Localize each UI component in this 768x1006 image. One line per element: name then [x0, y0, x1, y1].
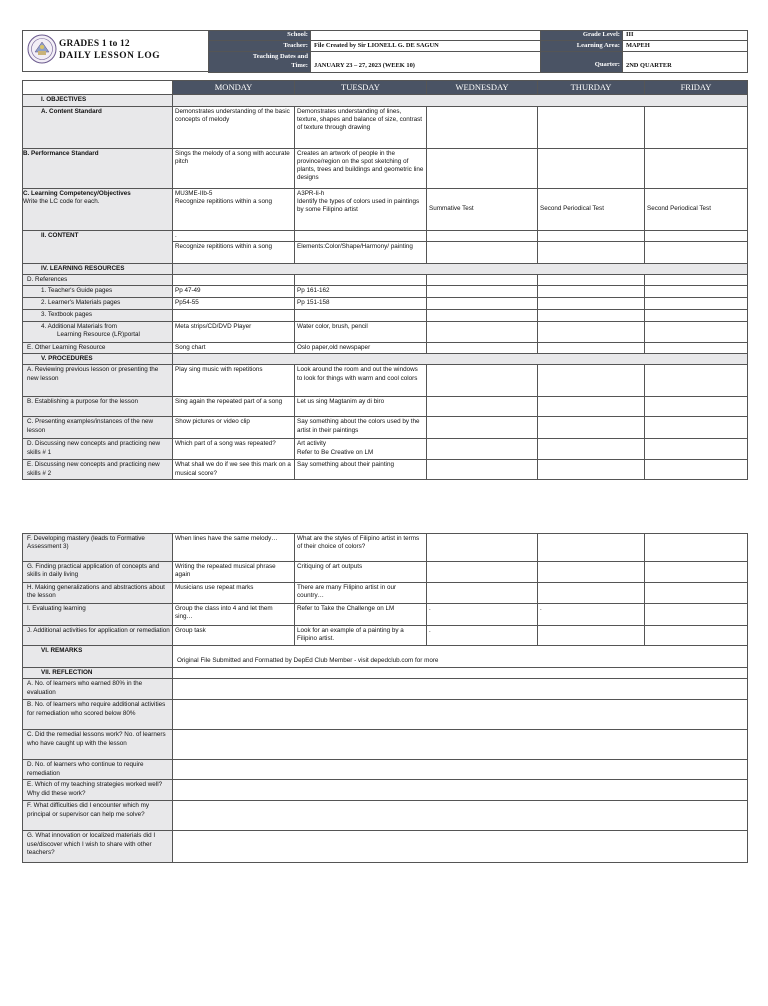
teachers-guide-tuesday: Pp 161-162 — [295, 286, 427, 298]
learning-resources-fill — [173, 263, 748, 274]
textbook-pages-friday — [645, 310, 748, 321]
grade-level-label: Grade Level: — [541, 31, 623, 41]
content-tuesday: Elements:Color/Shape/Harmony/ painting — [295, 241, 427, 263]
header-logo-area — [22, 30, 208, 72]
competency-label-line1: C. Learning Competency/Objectives — [23, 189, 131, 197]
procedure-c-thursday — [538, 417, 645, 439]
procedure-j-monday: Group task — [173, 626, 295, 646]
procedure-a-wednesday — [427, 365, 538, 397]
additional-materials-monday: Meta strips/CD/DVD Player — [173, 321, 295, 342]
procedure-e-monday: What shall we do if we see this mark on a musical score? — [173, 460, 295, 480]
teachers-guide-label: 1. Teacher's Guide pages — [23, 286, 173, 298]
procedure-j-tuesday: Look for an example of a painting by a Filipino artist. — [295, 626, 427, 646]
procedure-b-tuesday: Let us sing Magtanim ay di biro — [295, 397, 427, 417]
form-title-line2: DAILY LESSON LOG — [59, 51, 161, 61]
corner-cell — [23, 81, 173, 95]
additional-materials-friday — [645, 321, 748, 342]
other-resources-thursday — [538, 342, 645, 353]
textbook-pages-wednesday — [427, 310, 538, 321]
reflection-f-label: F. What difficulties did I encounter which my principal or supervisor can help me solve? — [23, 801, 173, 831]
content-blank-thursday — [538, 230, 645, 241]
procedure-h-monday: Musicians use repeat marks — [173, 583, 295, 604]
procedure-c-tuesday: Say something about the colors used by the artist in their paintings — [295, 417, 427, 439]
learners-materials-friday — [645, 298, 748, 310]
procedure-g-thursday — [538, 562, 645, 583]
references-monday — [173, 275, 295, 286]
teaching-dates-label-line2: Time: — [291, 62, 308, 69]
other-resources-tuesday: Oslo paper,old newspaper — [295, 342, 427, 353]
references-wednesday — [427, 275, 538, 286]
reflection-fill — [173, 668, 748, 679]
procedure-g-tuesday: Critiquing of art outputs — [295, 562, 427, 583]
procedures-heading: V. PROCEDURES — [23, 354, 173, 365]
procedure-f-tuesday: What are the styles of Filipino artist in terms of their choice of colors? — [295, 534, 427, 562]
procedure-b-friday — [645, 397, 748, 417]
procedure-c-monday: Show pictures or video clip — [173, 417, 295, 439]
competency-tuesday-text: Identify the types of colors used in paintings by some Filipino artist — [297, 197, 420, 214]
procedure-f-monday: When lines have the same melody… — [173, 534, 295, 562]
content-standard-friday — [645, 106, 748, 148]
procedure-d-friday — [645, 439, 748, 460]
learning-resources-heading: IV. LEARNING RESOURCES — [23, 263, 173, 274]
reflection-b-label: B. No. of learners who require additional activities for remediation who scored below 80% — [23, 700, 173, 730]
procedure-h-friday — [645, 583, 748, 604]
procedure-j-friday — [645, 626, 748, 646]
teacher-label: Teacher: — [209, 41, 311, 52]
procedure-g-monday: Writing the repeated musical phrase again — [173, 562, 295, 583]
procedure-a-tuesday: Look around the room and out the windows to look for things with warm and cool colors — [295, 365, 427, 397]
day-header-tuesday: TUESDAY — [295, 81, 427, 95]
textbook-pages-monday — [173, 310, 295, 321]
procedure-g-label: G. Finding practical application of concepts and skills in daily living — [23, 562, 173, 583]
procedure-h-thursday — [538, 583, 645, 604]
content-thursday — [538, 241, 645, 263]
textbook-pages-tuesday — [295, 310, 427, 321]
grade-level-value: III — [623, 31, 748, 41]
procedure-h-tuesday: There are many Filipino artist in our country… — [295, 583, 427, 604]
teacher-value: File Created by Sir LIONELL G. DE SAGUN — [311, 41, 541, 52]
references-tuesday — [295, 275, 427, 286]
other-resources-label: E. Other Learning Resource — [23, 342, 173, 353]
learning-area-value: MAPEH — [623, 41, 748, 52]
procedure-j-label: J. Additional activities for application or remediation — [23, 626, 173, 646]
content-wednesday — [427, 241, 538, 263]
procedure-i-monday: Group the class into 4 and let them sing… — [173, 604, 295, 626]
competency-wednesday: Summative Test — [427, 188, 538, 230]
performance-standard-thursday — [538, 148, 645, 188]
procedure-i-tuesday: Refer to Take the Challenge on LM — [295, 604, 427, 626]
procedure-j-thursday — [538, 626, 645, 646]
reflection-b-answer — [173, 700, 748, 730]
procedure-d-monday: Which part of a song was repeated? — [173, 439, 295, 460]
learners-materials-monday: Pp54-55 — [173, 298, 295, 310]
references-thursday — [538, 275, 645, 286]
reflection-e-label: E. Which of my teaching strategies worked well? Why did these work? — [23, 780, 173, 801]
competency-monday — [173, 188, 295, 230]
teachers-guide-wednesday — [427, 286, 538, 298]
reflection-d-label: D. No. of learners who continue to require remediation — [23, 760, 173, 780]
content-blank-tuesday — [295, 230, 427, 241]
procedure-d-tuesday — [295, 439, 427, 460]
procedure-e-tuesday: Say something about their painting — [295, 460, 427, 480]
performance-standard-label: B. Performance Standard — [23, 148, 173, 188]
performance-standard-friday — [645, 148, 748, 188]
procedure-i-wednesday: . — [427, 604, 538, 626]
content-standard-monday: Demonstrates understanding of the basic concepts of melody — [173, 106, 295, 148]
reflection-d-answer — [173, 760, 748, 780]
quarter-label: Quarter: — [541, 52, 623, 73]
procedure-h-wednesday — [427, 583, 538, 604]
procedure-i-thursday: . — [538, 604, 645, 626]
procedure-c-label: C. Presenting examples/instances of the new lesson — [23, 417, 173, 439]
remarks-heading: VI. REMARKS — [23, 646, 173, 668]
objectives-heading-fill — [173, 95, 748, 106]
teachers-guide-friday — [645, 286, 748, 298]
day-header-wednesday: WEDNESDAY — [427, 81, 538, 95]
procedure-b-thursday — [538, 397, 645, 417]
procedure-b-monday: Sing again the repeated part of a song — [173, 397, 295, 417]
learners-materials-wednesday — [427, 298, 538, 310]
additional-materials-label-line2: Learning Resource (LR)portal — [57, 331, 140, 338]
performance-standard-tuesday: Creates an artwork of people in the province/region on the spot sketching of plants, trees and buildings and geometric line designs — [295, 148, 427, 188]
procedure-h-label: H. Making generalizations and abstractions about the lesson — [23, 583, 173, 604]
procedure-i-friday — [645, 604, 748, 626]
references-friday — [645, 275, 748, 286]
procedure-d-label: D. Discussing new concepts and practicing new skills # 1 — [23, 439, 173, 460]
competency-thursday: Second Periodical Test — [538, 188, 645, 230]
procedure-a-label: A. Reviewing previous lesson or presenting the new lesson — [23, 365, 173, 397]
procedure-b-label: B. Establishing a purpose for the lesson — [23, 397, 173, 417]
references-label: D. References — [23, 275, 173, 286]
school-label: School: — [209, 31, 311, 41]
procedure-f-friday — [645, 534, 748, 562]
day-header-friday: FRIDAY — [645, 81, 748, 95]
teaching-dates-value: JANUARY 23 – 27, 2023 (WEEK 10) — [311, 52, 541, 73]
content-blank-wednesday — [427, 230, 538, 241]
learners-materials-label: 2. Learner's Materials pages — [23, 298, 173, 310]
competency-tuesday-code: A3PR-Ii-h — [297, 189, 325, 197]
header-info-table — [208, 30, 748, 73]
additional-materials-tuesday: Water color, brush, pencil — [295, 321, 427, 342]
procedure-e-friday — [645, 460, 748, 480]
learners-materials-tuesday: Pp 151-158 — [295, 298, 427, 310]
additional-materials-label-line1: 4. Additional Materials from — [41, 322, 117, 330]
competency-label — [23, 188, 173, 230]
additional-materials-thursday — [538, 321, 645, 342]
content-standard-thursday — [538, 106, 645, 148]
procedure-e-thursday — [538, 460, 645, 480]
procedure-j-wednesday: . — [427, 626, 538, 646]
procedure-d-thursday — [538, 439, 645, 460]
content-heading: II. CONTENT — [23, 230, 173, 263]
reflection-g-label: G. What innovation or localized materials did I use/discover which I wish to share with other teachers? — [23, 831, 173, 863]
procedure-c-friday — [645, 417, 748, 439]
textbook-pages-label: 3. Textbook pages — [23, 310, 173, 321]
procedure-f-label: F. Developing mastery (leads to Formative Assessment 3) — [23, 534, 173, 562]
content-friday — [645, 241, 748, 263]
day-header-monday: MONDAY — [173, 81, 295, 95]
competency-monday-text: Recognize repititions within a song — [175, 197, 272, 205]
lesson-log-table-part2 — [22, 533, 748, 863]
teaching-dates-label-line1: Teaching Dates and — [252, 53, 308, 61]
procedure-d-tuesday-line2: Refer to Be Creative on LM — [297, 448, 374, 456]
reflection-heading: VII. REFLECTION — [23, 668, 173, 679]
competency-tuesday — [295, 188, 427, 230]
procedures-fill — [173, 354, 748, 365]
procedure-e-label: E. Discussing new concepts and practicing new skills # 2 — [23, 460, 173, 480]
competency-label-line2: Write the LC code for each. — [23, 197, 100, 205]
procedure-a-monday: Play sing music with repetitions — [173, 365, 295, 397]
teachers-guide-monday: Pp 47-49 — [173, 286, 295, 298]
procedure-d-tuesday-line1: Art activity — [297, 440, 327, 448]
reflection-c-label: C. Did the remedial lessons work? No. of learners who have caught up with the lesson — [23, 730, 173, 760]
procedure-e-wednesday — [427, 460, 538, 480]
performance-standard-monday: Sings the melody of a song with accurate pitch — [173, 148, 295, 188]
teachers-guide-thursday — [538, 286, 645, 298]
procedure-f-wednesday — [427, 534, 538, 562]
form-title-line1: GRADES 1 to 12 — [59, 39, 130, 49]
content-dot-monday: . — [173, 230, 295, 241]
procedure-a-friday — [645, 365, 748, 397]
other-resources-wednesday — [427, 342, 538, 353]
reflection-c-answer — [173, 730, 748, 760]
content-standard-tuesday: Demonstrates understanding of lines, texture, shapes and balance of size, contrast of texture through drawing — [295, 106, 427, 148]
day-header-thursday: THURDAY — [538, 81, 645, 95]
lesson-log-table-part1 — [22, 80, 748, 480]
other-resources-friday — [645, 342, 748, 353]
procedure-c-wednesday — [427, 417, 538, 439]
textbook-pages-thursday — [538, 310, 645, 321]
content-standard-wednesday — [427, 106, 538, 148]
content-monday: Recognize repititions within a song — [173, 241, 295, 263]
learning-area-label: Learning Area: — [541, 41, 623, 52]
procedure-d-wednesday — [427, 439, 538, 460]
performance-standard-wednesday — [427, 148, 538, 188]
reflection-f-answer — [173, 801, 748, 831]
teaching-dates-label — [209, 52, 311, 73]
additional-materials-label — [23, 321, 173, 342]
deped-seal-icon — [27, 34, 57, 64]
reflection-a-label: A. No. of learners who earned 80% in the evaluation — [23, 679, 173, 700]
reflection-e-answer — [173, 780, 748, 801]
reflection-a-answer — [173, 679, 748, 700]
competency-friday: Second Periodical Test — [645, 188, 748, 230]
procedure-g-friday — [645, 562, 748, 583]
school-value — [311, 31, 541, 41]
procedure-a-thursday — [538, 365, 645, 397]
procedure-f-thursday — [538, 534, 645, 562]
remarks-text: Original File Submitted and Formatted by DepEd Club Member - visit depedclub.com for more — [173, 646, 748, 668]
reflection-g-answer — [173, 831, 748, 863]
learners-materials-thursday — [538, 298, 645, 310]
additional-materials-wednesday — [427, 321, 538, 342]
procedure-g-wednesday — [427, 562, 538, 583]
procedure-b-wednesday — [427, 397, 538, 417]
other-resources-monday: Song chart — [173, 342, 295, 353]
quarter-value: 2ND QUARTER — [623, 52, 748, 73]
content-standard-label: A. Content Standard — [23, 106, 173, 148]
content-blank-friday — [645, 230, 748, 241]
procedure-i-label: I. Evaluating learning — [23, 604, 173, 626]
objectives-heading: I. OBJECTIVES — [23, 95, 173, 106]
competency-monday-code: MU3ME-IIb-5 — [175, 189, 213, 197]
